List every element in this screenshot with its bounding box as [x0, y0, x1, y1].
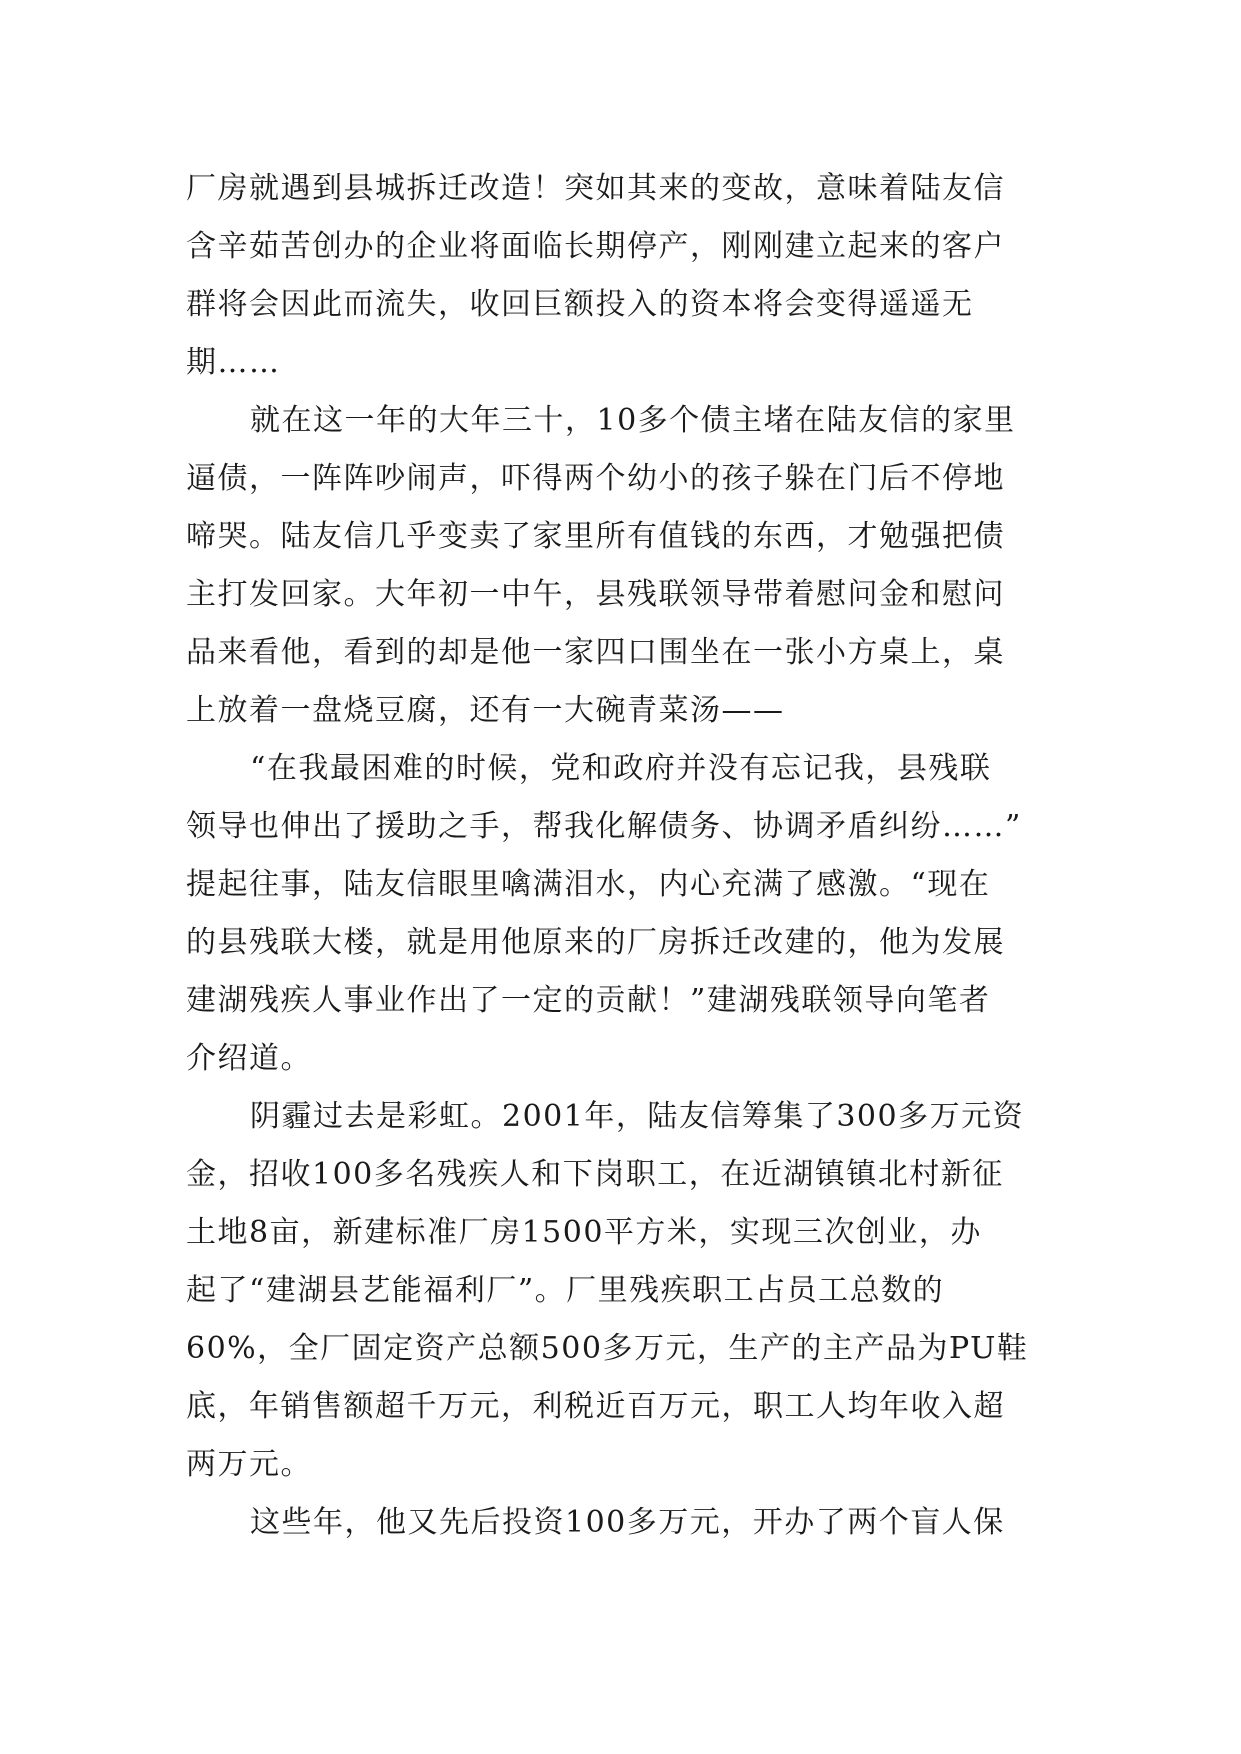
text-line: 底，年销售额超千万元，利税近百万元，职工人均年收入超	[186, 1389, 1005, 1424]
paragraph-1	[186, 160, 1056, 392]
paragraph-4	[186, 1088, 1056, 1494]
text-line: 两万元。	[186, 1447, 312, 1482]
paragraph-2	[186, 392, 1056, 740]
text-line: 主打发回家。大年初一中午，县残联领导带着慰问金和慰问	[186, 577, 1005, 612]
paragraph-5	[186, 1494, 1056, 1552]
text-line: 领导也伸出了援助之手，帮我化解债务、协调矛盾纠纷……”	[186, 809, 1022, 844]
body-text	[186, 160, 1056, 1552]
text-line: 就在这一年的大年三十，10多个债主堵在陆友信的家里	[250, 403, 1016, 438]
text-line: 这些年，他又先后投资100多万元，开办了两个盲人保	[250, 1505, 1005, 1540]
text-line: 上放着一盘烧豆腐，还有一大碗青菜汤——	[186, 693, 785, 728]
text-line: 群将会因此而流失，收回巨额投入的资本将会变得遥遥无	[186, 287, 974, 322]
text-line: 建湖残疾人事业作出了一定的贡献！”建湖残联领导向笔者	[186, 983, 991, 1018]
text-line: 金，招收100多名残疾人和下岗职工，在近湖镇镇北村新征	[186, 1157, 1004, 1192]
paragraph-3	[186, 740, 1056, 1088]
text-line: 60%，全厂固定资产总额500多万元，生产的主产品为PU鞋	[186, 1331, 1029, 1366]
text-line: 逼债，一阵阵吵闹声，吓得两个幼小的孩子躲在门后不停地	[186, 461, 1005, 496]
text-line: 含辛茹苦创办的企业将面临长期停产，刚刚建立起来的客户	[186, 229, 1005, 264]
text-line: 厂房就遇到县城拆迁改造！突如其来的变故，意味着陆友信	[186, 171, 1005, 206]
text-line: 的县残联大楼，就是用他原来的厂房拆迁改建的，他为发展	[186, 925, 1005, 960]
text-line: 介绍道。	[186, 1041, 312, 1076]
text-line: 提起往事，陆友信眼里噙满泪水，内心充满了感激。“现在	[186, 867, 991, 902]
text-line: 期……	[186, 345, 281, 380]
text-line: 土地8亩，新建标准厂房1500平方米，实现三次创业，办	[186, 1215, 982, 1250]
text-line: 阴霾过去是彩虹。2001年，陆友信筹集了300多万元资	[250, 1099, 1025, 1134]
text-line: “在我最困难的时候，党和政府并没有忘记我，县残联	[250, 751, 992, 786]
text-line: 品来看他，看到的却是他一家四口围坐在一张小方桌上，桌	[186, 635, 1005, 670]
text-line: 啼哭。陆友信几乎变卖了家里所有值钱的东西，才勉强把债	[186, 519, 1005, 554]
text-line: 起了“建湖县艺能福利厂”。厂里残疾职工占员工总数的	[186, 1273, 945, 1308]
